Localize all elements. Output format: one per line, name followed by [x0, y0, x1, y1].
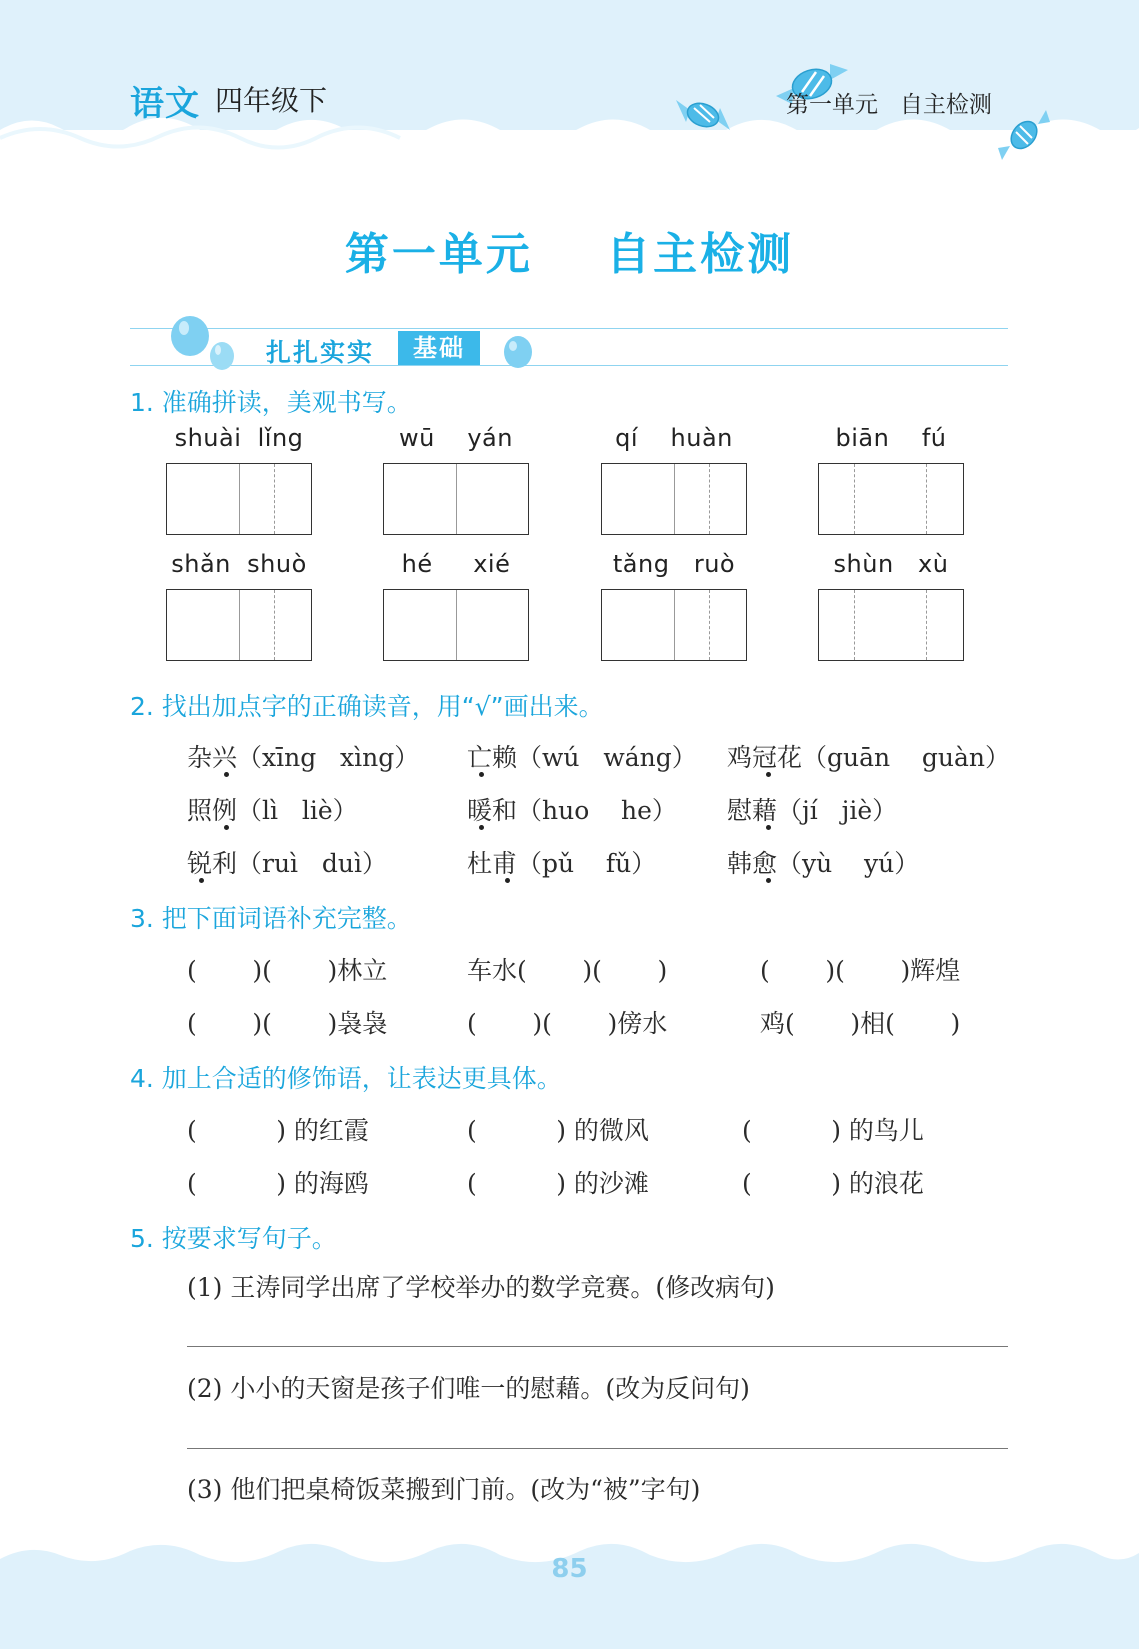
writing-grid[interactable] — [166, 589, 312, 661]
reading-choice[interactable]: 韩愈（yù yú） — [727, 849, 920, 878]
writing-grid[interactable] — [383, 589, 529, 661]
reading-choice[interactable]: 亡赖（wú wáng） — [467, 743, 697, 772]
question-1-title: 1. 准确拼读，美观书写。 — [130, 388, 412, 417]
idiom-blank[interactable]: ( )( )傍水 — [467, 1009, 668, 1038]
emphasis-dot — [766, 878, 771, 883]
balloon-icon — [502, 334, 536, 374]
idiom-blank[interactable]: ( )( )袅袅 — [187, 1009, 388, 1038]
emphasis-dot — [766, 772, 771, 777]
emphasis-dot — [224, 825, 229, 830]
candy-icon — [996, 106, 1052, 164]
modifier-blank[interactable]: ( ) 的海鸥 — [187, 1169, 369, 1198]
idiom-blank[interactable]: ( )( )辉煌 — [760, 956, 961, 985]
pinyin-label: biān fú — [835, 424, 947, 452]
question-2-title: 2. 找出加点字的正确读音，用“√”画出来。 — [130, 692, 604, 721]
writing-grid[interactable] — [383, 463, 529, 535]
idiom-blank[interactable]: ( )( )林立 — [187, 956, 388, 985]
emphasis-dot — [505, 878, 510, 883]
emphasis-dot — [199, 878, 204, 883]
reading-choice[interactable]: 鸡冠花（guān guàn） — [727, 743, 1011, 772]
pinyin-label: tǎng ruò — [612, 550, 736, 578]
writing-grid[interactable] — [818, 589, 964, 661]
question-3-title: 3. 把下面词语补充完整。 — [130, 904, 412, 933]
writing-grid[interactable] — [818, 463, 964, 535]
section-bar — [130, 328, 1008, 366]
writing-grid[interactable] — [601, 463, 747, 535]
page-number: 85 — [551, 1554, 588, 1584]
question-5-title: 5. 按要求写句子。 — [130, 1224, 337, 1253]
modifier-blank[interactable]: ( ) 的微风 — [467, 1116, 649, 1145]
idiom-blank[interactable]: 车水( )( ) — [467, 956, 668, 985]
pinyin-label: shǎn shuò — [171, 550, 307, 578]
emphasis-dot — [766, 825, 771, 830]
idiom-blank[interactable]: 鸡( )相( ) — [760, 1009, 961, 1038]
section-tag: 基础 — [398, 331, 480, 365]
question-4-title: 4. 加上合适的修饰语，让表达更具体。 — [130, 1064, 562, 1093]
pinyin-label: shùn xù — [833, 550, 949, 578]
answer-line[interactable] — [187, 1448, 1008, 1449]
footer-cloud-band — [0, 1535, 1139, 1649]
pinyin-label: hé xié — [401, 550, 511, 578]
writing-grid[interactable] — [601, 589, 747, 661]
reading-choice[interactable]: 锐利（ruì duì） — [187, 849, 387, 878]
emphasis-dot — [479, 772, 484, 777]
modifier-blank[interactable]: ( ) 的红霞 — [187, 1116, 369, 1145]
sentence-task: (3) 他们把桌椅饭菜搬到门前。(改为“被”字句) — [187, 1475, 701, 1504]
candy-icon — [672, 92, 734, 138]
emphasis-dot — [224, 772, 229, 777]
sentence-task: (2) 小小的天窗是孩子们唯一的慰藉。(改为反问句) — [187, 1374, 750, 1403]
answer-line[interactable] — [187, 1346, 1008, 1347]
reading-choice[interactable]: 杜甫（pǔ fǔ） — [467, 849, 657, 878]
balloon-icon — [168, 314, 238, 376]
writing-grid[interactable] — [166, 463, 312, 535]
reading-choice[interactable]: 慰藉（jí jiè） — [727, 796, 898, 825]
emphasis-dot — [479, 825, 484, 830]
grade-label: 四年级下 — [215, 84, 328, 117]
modifier-blank[interactable]: ( ) 的沙滩 — [467, 1169, 649, 1198]
unit-label: 第一单元 自主检测 — [786, 92, 992, 118]
sentence-task: (1) 王涛同学出席了学校举办的数学竞赛。(修改病句) — [187, 1273, 775, 1302]
pinyin-label: wū yán — [399, 424, 513, 452]
modifier-blank[interactable]: ( ) 的浪花 — [742, 1169, 924, 1198]
pinyin-label: qí huàn — [615, 424, 733, 452]
reading-choice[interactable]: 照例（lì liè） — [187, 796, 358, 825]
modifier-blank[interactable]: ( ) 的鸟儿 — [742, 1116, 924, 1145]
pinyin-label: shuài lǐng — [174, 424, 304, 452]
reading-choice[interactable]: 暖和（huo he） — [467, 796, 677, 825]
section-title: 扎扎实实 — [266, 338, 375, 367]
page-title: 第一单元 自主检测 — [344, 229, 795, 280]
subject-label: 语文 — [130, 84, 200, 124]
reading-choice[interactable]: 杂兴（xīng xìng） — [187, 743, 420, 772]
